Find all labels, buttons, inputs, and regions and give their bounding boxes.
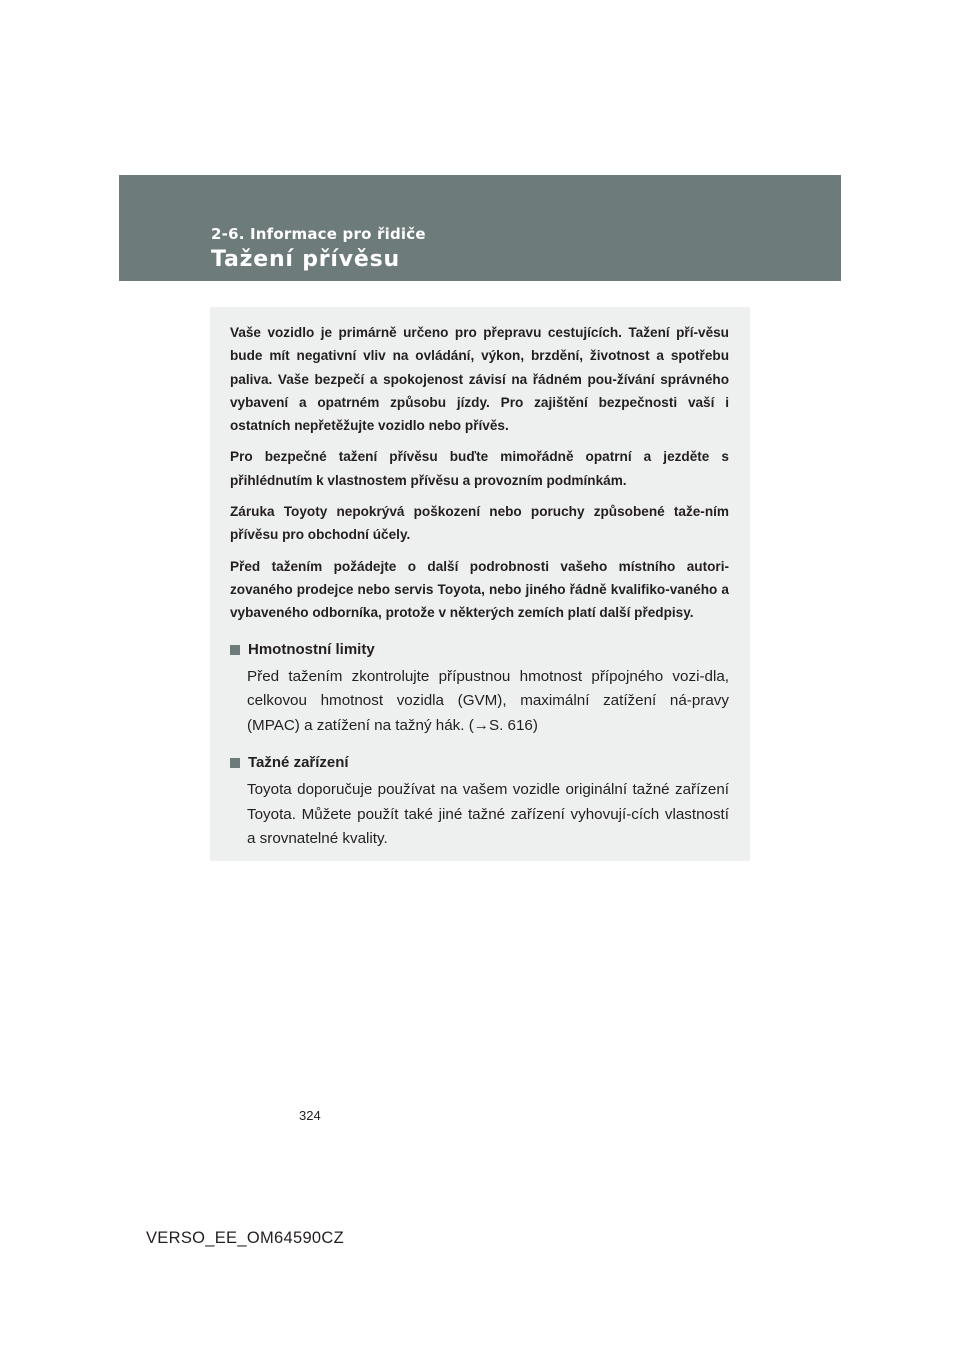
intro-text: [230, 321, 729, 625]
intro-paragraph: Vaše vozidlo je primárně určeno pro přepravu cestujících. Tažení pří-věsu bude mít negativní vliv na ovládání, výkon, brzdění, životnost a spotřebu paliva. Vaše bezpečí a spokojenost závisí na řádném pou-žívání správného vybavení a opatrném způsobu jízdy. Pro zajištění bezpečnosti vaší i ostatních nepřetěžujte vozidlo nebo přívěs.: [230, 325, 729, 434]
section-towing-equipment: [230, 752, 729, 852]
square-bullet-icon: [230, 758, 240, 768]
square-bullet-icon: [230, 645, 240, 655]
intro-paragraph: Pro bezpečné tažení přívěsu buďte mimořádně opatrní a jezděte s přihlédnutím k vlastnostem přívěsu a provozním podmínkám.: [230, 449, 729, 488]
section-heading-label: Tažné zařízení: [248, 754, 349, 772]
section-weight-limits: [230, 639, 729, 739]
intro-paragraph: Před tažením požádejte o další podrobnosti vašeho místního autori-zovaného prodejce nebo servis Toyota, nebo jiného řádně kvalifiko-vaného a vybaveného odborníka, protože v některých zemích platí další předpisy.: [230, 558, 729, 621]
chapter-header: [119, 175, 841, 281]
page-number: 324: [299, 1108, 321, 1123]
section-label: 2-6. Informace pro řidiče: [211, 225, 426, 243]
section-body: Toyota doporučuje používat na vašem vozidle originální tažné zařízení Toyota. Můžete použít také jiné tažné zařízení vyhovují-cích vlastností a srovnatelné kvality.: [247, 781, 729, 848]
content-box: [210, 307, 750, 861]
page-title: Tažení přívěsu: [211, 247, 400, 272]
document-code: VERSO_EE_OM64590CZ: [146, 1229, 344, 1247]
section-body: Před tažením zkontrolujte přípustnou hmotnost přípojného vozi-dla, celkovou hmotnost vozidla (GVM), maximální zatížení ná-pravy (MPAC) a zatížení na tažný hák. (→S. 616): [247, 667, 729, 734]
section-heading: [230, 752, 729, 774]
section-heading: [230, 639, 729, 661]
section-heading-label: Hmotnostní limity: [248, 640, 375, 658]
intro-paragraph: Záruka Toyoty nepokrývá poškození nebo poruchy způsobené taže-ním přívěsu pro obchodní účely.: [230, 504, 729, 543]
